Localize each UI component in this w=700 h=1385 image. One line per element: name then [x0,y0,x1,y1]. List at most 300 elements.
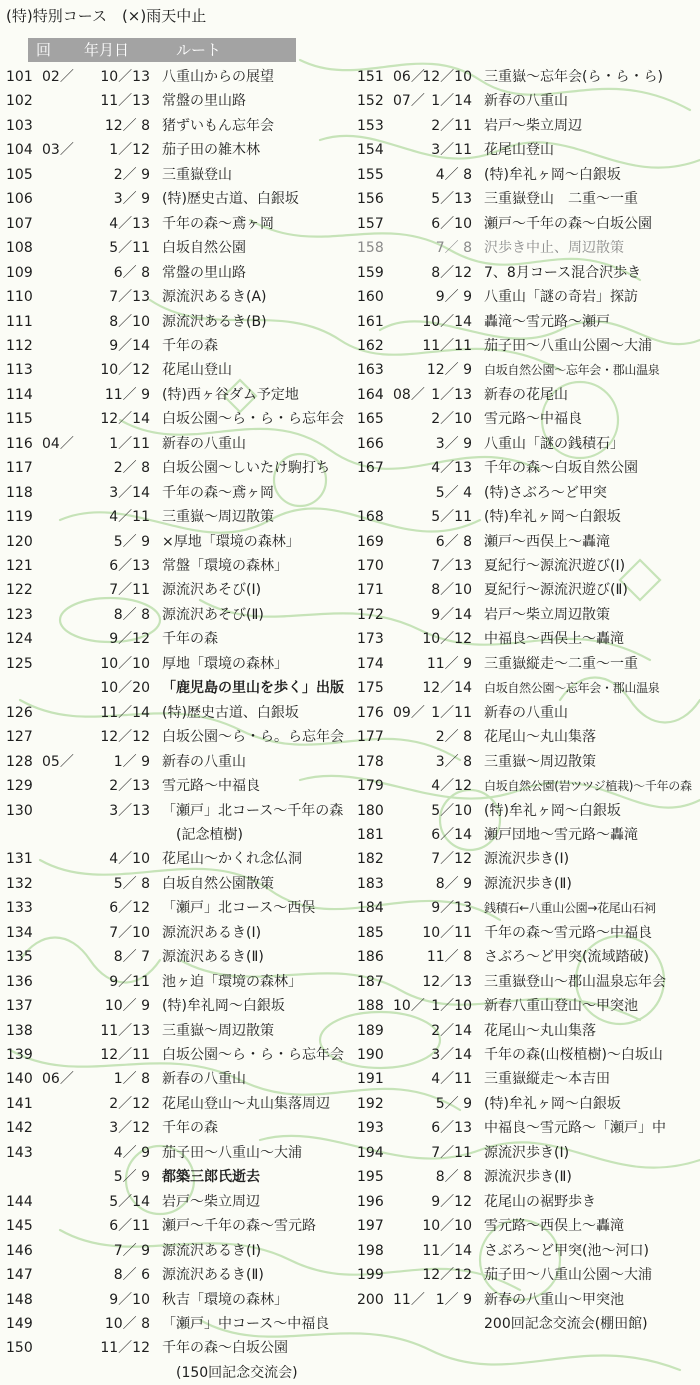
session-number: 164 [357,386,384,403]
session-number: 141 [6,1095,33,1112]
session-date: 3／14 [431,1047,472,1063]
session-date: 2／ 8 [113,460,150,477]
header-date: 年月日 [84,41,130,59]
year-prefix: 11／ [393,1291,425,1308]
route-name: 白坂自然公園(岩ツツジ植栽)～千年の森 [484,779,692,794]
session-number: 198 [357,1242,384,1259]
session-number: 132 [6,875,33,892]
route-name: 常盤の里山路 [162,93,246,110]
session-date: 3／ 9 [113,191,150,208]
session-number: 200 [357,1291,384,1308]
session-number: 120 [6,533,33,550]
route-name: 三重嶽登山～郡山温泉忘年会 [484,973,666,990]
session-number: 106 [6,191,33,208]
session-date: 1／11 [431,704,472,721]
session-number: 105 [6,166,33,183]
route-name: 花尾山登山 [484,142,554,159]
route-name: 白坂自然公園散策 [162,875,274,892]
session-number: 175 [357,680,384,697]
session-date: 10／13 [100,69,150,85]
session-number: 111 [6,313,33,330]
route-name: 花尾山登山～丸山集落周辺 [162,1095,330,1112]
route-name: (特)牟礼ヶ岡～白銀坂 [484,509,621,526]
session-number: 163 [357,362,384,379]
session-number: 101 [6,69,33,85]
route-name: さぶろ～ど甲突(流域踏破) [484,949,649,966]
route-name: 花尾山登山 [162,362,232,379]
route-name: 白坂公園～ら・ら・ら忘年会 [162,1047,344,1063]
route-name: 源流沢あるき(Ⅱ) [162,1267,264,1284]
session-date: 5／ 9 [113,533,150,550]
route-name: 三重嶽～周辺散策 [162,1022,274,1039]
year-prefix: 06／ [393,69,425,85]
route-name: 源流沢あるき(A) [162,289,267,306]
session-date: 10／11 [422,924,472,941]
session-date: 6／ 8 [113,264,150,281]
header-no: 回 [36,41,52,59]
route-name: 中福良～西俣上～轟滝 [484,631,624,648]
session-number: 128 [6,753,33,770]
session-number: 133 [6,900,33,917]
route-name: 源流沢歩き(Ⅰ) [484,1144,570,1161]
session-date: 12／14 [422,680,472,697]
session-date: 7／ 8 [435,240,472,257]
session-number: 110 [6,289,33,306]
route-name: 三重嶽登山 [162,166,232,183]
session-number: 154 [357,142,384,159]
session-number: 178 [357,753,384,770]
session-date: 3／11 [431,142,472,159]
session-number: 179 [357,778,384,795]
route-name: 厚地「環境の森林」 [162,655,288,672]
session-date: 2／13 [109,778,150,795]
session-number: 173 [357,631,384,648]
session-date: 8／ 9 [435,875,472,892]
session-date: 11／ 9 [426,655,472,672]
year-prefix: 08／ [393,386,425,403]
session-date: 11／14 [422,1242,472,1259]
route-name: 中福良～雪元路～「瀬戸」中 [484,1120,666,1137]
session-date: 12／11 [100,1047,150,1063]
session-number: 107 [6,215,33,232]
session-date: 1／ 8 [113,1071,150,1088]
session-date: 3／12 [109,1120,150,1137]
table-header [28,38,296,62]
session-date: 11／ 9 [104,386,150,403]
session-number: 188 [357,998,384,1015]
route-name: 茄子田の雑木林 [162,142,260,159]
route-name: 三重嶽縦走～本吉田 [484,1071,610,1088]
session-number: 135 [6,949,33,966]
session-number: 103 [6,117,33,134]
session-date: 5／ 9 [113,1169,150,1186]
session-number: 199 [357,1267,384,1284]
session-number: 124 [6,631,33,648]
session-number: 138 [6,1022,33,1039]
route-name: (特)さぶろ～ど甲突 [484,484,607,501]
session-date: 9／11 [109,973,150,990]
session-date: 4／ 8 [435,166,472,183]
session-date: 9／14 [431,606,472,623]
session-date: 7／10 [109,924,150,941]
route-name: 「鹿児島の里山を歩く」出版 [162,680,344,697]
session-number: 131 [6,851,33,868]
route-name: (特)牟礼ヶ岡～白銀坂 [484,802,621,819]
route-name: (特)歴史古道、白銀坂 [162,191,299,208]
session-date: 6／ 8 [435,533,472,550]
route-name: 轟滝～雪元路～瀬戸 [484,313,610,330]
route-name: 雪元路～西俣上～轟滝 [484,1218,624,1235]
route-name: 新春の八重山 [484,93,568,110]
session-date: 11／13 [100,1022,150,1039]
route-name: 千年の森(山桜植樹)～白坂山 [484,1047,663,1063]
session-number: 155 [357,166,384,183]
session-date: 2／11 [431,117,472,134]
route-name: 千年の森～鳶ヶ岡 [162,484,274,501]
session-date: 8／12 [431,264,472,281]
session-date: 11／11 [422,337,472,354]
route-name: 7、8月コース混合沢歩き [484,264,642,281]
session-date: 4／13 [109,215,150,232]
route-name: 千年の森 [162,1120,218,1137]
session-date: 7／13 [109,289,150,306]
session-date: 12／ 9 [426,362,472,379]
session-number: 148 [6,1291,33,1308]
session-number: 122 [6,582,33,599]
session-date: 4／12 [431,778,472,795]
route-name: 源流沢あるき(Ⅰ) [162,924,262,941]
session-date: 6／13 [109,558,150,574]
session-date: 4／13 [431,460,472,477]
route-name: 岩戸～柴立周辺散策 [484,606,610,623]
session-number: 172 [357,606,384,623]
session-date: 10／14 [422,313,472,330]
route-name: 白坂公園～しいたけ駒打ち [162,460,330,477]
route-name: 瀬戸団地～雪元路～轟滝 [484,826,638,843]
session-number: 109 [6,264,33,281]
session-date: 11／ 8 [426,949,472,966]
route-name: 夏紀行～源流沢遊び(Ⅱ) [484,582,628,599]
session-number: 167 [357,460,384,477]
session-date: 6／10 [431,215,472,232]
session-date: 9／12 [109,631,150,648]
route-name: 茄子田～八重山～大浦 [162,1144,302,1161]
session-number: 181 [357,826,384,843]
year-prefix: 06／ [42,1071,74,1088]
session-number: 165 [357,411,384,428]
session-date: 3／13 [109,802,150,819]
route-name: 茄子田～八重山公園～大浦 [484,337,652,354]
route-name: 新春八重山登山～甲突池 [484,998,638,1015]
session-number: 168 [357,509,384,526]
route-name: 瀬戸～千年の森～雪元路 [162,1218,316,1235]
session-date: 1／ 9 [435,1291,472,1308]
route-name: 千年の森～鳶ヶ岡 [162,215,274,232]
year-prefix: 03／ [42,142,74,159]
session-number: 150 [6,1340,33,1357]
session-date: 5／13 [431,191,472,208]
session-number: 191 [357,1071,384,1088]
route-name: 新春の花尾山 [484,386,568,403]
session-date: 4／10 [109,851,150,868]
route-name: 銭積石←八重山公園→花尾山石祠 [484,901,656,916]
session-number: 184 [357,900,384,917]
session-number: 115 [6,411,33,428]
session-date: 7／ 9 [113,1242,150,1259]
session-number: 112 [6,337,33,354]
session-number: 174 [357,655,384,672]
route-name: 八重山からの展望 [162,69,274,85]
session-date: 10／10 [422,1218,472,1235]
session-date: 9／13 [431,900,472,917]
route-name: 源流沢歩き(Ⅱ) [484,875,572,892]
session-number: 102 [6,93,33,110]
session-number: 189 [357,1022,384,1039]
session-number: 144 [6,1193,33,1210]
route-name: 茄子田～八重山公園～大浦 [484,1267,652,1284]
session-number: 177 [357,729,384,746]
session-date: 7／11 [431,1144,472,1161]
route-name: 千年の森～雪元路～中福良 [484,924,652,941]
session-number: 114 [6,386,33,403]
session-date: 5／11 [431,509,472,526]
session-number: 104 [6,142,33,159]
route-name: 池ヶ迫「環境の森林」 [162,973,302,990]
session-date: 11／14 [100,704,150,721]
year-prefix: 10／ [393,998,425,1015]
year-prefix: 05／ [42,753,74,770]
route-name: 新春の八重山 [162,1071,246,1088]
session-date: 5／ 4 [435,484,472,501]
session-date: 7／13 [431,558,472,574]
route-name: (記念植樹) [176,826,243,843]
session-date: 11／12 [100,1340,150,1357]
route-name: 源流沢あるき(B) [162,313,267,330]
route-name: 花尾山の裾野歩き [484,1193,596,1210]
session-number: 134 [6,924,33,941]
session-date: 2／10 [431,411,472,428]
session-date: 4／ 9 [113,1144,150,1161]
session-number: 171 [357,582,384,599]
session-number: 129 [6,778,33,795]
session-number: 113 [6,362,33,379]
route-name: さぶろ～ど甲突(池～河口) [484,1242,649,1259]
session-number: 170 [357,558,384,574]
route-name: 千年の森～白坂自然公園 [484,460,638,477]
session-number: 151 [357,69,384,85]
route-name: 白坂公園～ら・ら。ら忘年会 [162,729,344,746]
session-number: 190 [357,1047,384,1063]
session-number: 156 [357,191,384,208]
header-route: ルート [176,41,222,59]
session-number: 147 [6,1267,33,1284]
session-number: 160 [357,289,384,306]
year-prefix: 07／ [393,93,425,110]
route-name: (150回記念交流会) [176,1364,298,1381]
session-number: 119 [6,509,33,526]
session-number: 143 [6,1144,33,1161]
session-number: 197 [357,1218,384,1235]
route-name: 瀬戸～西俣上～轟滝 [484,533,610,550]
route-name: ×厚地「環境の森林」 [162,533,300,550]
route-name: 常盤の里山路 [162,264,246,281]
session-number: 130 [6,802,33,819]
year-prefix: 04／ [42,435,74,452]
session-date: 12／10 [422,69,472,85]
route-name: 八重山「謎の奇岩」探訪 [484,289,638,306]
session-date: 1／13 [431,386,472,403]
year-prefix: 09／ [393,704,425,721]
session-number: 192 [357,1095,384,1112]
route-name: (特)牟礼岡～白銀坂 [162,998,285,1015]
session-number: 176 [357,704,384,721]
session-number: 117 [6,460,33,477]
route-name: 三重嶽～周辺散策 [484,753,596,770]
route-name: 瀬戸～千年の森～白坂公園 [484,215,652,232]
session-date: 12／14 [100,411,150,428]
session-number: 127 [6,729,33,746]
session-date: 2／14 [431,1022,472,1039]
session-number: 146 [6,1242,33,1259]
session-date: 5／14 [109,1193,150,1210]
session-number: 118 [6,484,33,501]
session-date: 6／14 [431,826,472,843]
session-number: 159 [357,264,384,281]
session-number: 125 [6,655,33,672]
session-date: 9／10 [109,1291,150,1308]
session-number: 183 [357,875,384,892]
session-date: 5／ 8 [113,875,150,892]
session-date: 5／11 [109,240,150,257]
route-name: 源流沢あそび(Ⅰ) [162,582,262,599]
session-number: 193 [357,1120,384,1137]
route-name: 花尾山～丸山集落 [484,1022,596,1039]
session-number: 187 [357,973,384,990]
session-date: 3／ 9 [435,435,472,452]
route-name: 白坂自然公園 [162,240,246,257]
session-date: 3／ 8 [435,753,472,770]
session-date: 10／ 8 [104,1315,150,1332]
session-number: 185 [357,924,384,941]
route-name: 「瀬戸」中コース～中福良 [162,1315,330,1332]
route-name: 沢歩き中止、周辺散策 [484,240,624,257]
route-name: 三重嶽縦走～二重～一重 [484,655,638,672]
session-date: 2／ 8 [435,729,472,746]
route-name: (特)牟礼ヶ岡～白銀坂 [484,1095,621,1112]
route-name: 八重山「謎の銭積石」 [484,435,624,452]
session-number: 169 [357,533,384,550]
session-date: 8／ 8 [435,1169,472,1186]
route-name: 新春の八重山 [162,435,246,452]
route-name: (特)歴史古道、白銀坂 [162,704,299,721]
route-name: 三重嶽登山 二重～一重 [484,191,638,208]
session-date: 8／10 [431,582,472,599]
session-date: 1／ 9 [113,753,150,770]
session-date: 10／10 [100,655,150,672]
session-number: 180 [357,802,384,819]
session-date: 6／13 [431,1120,472,1137]
session-number: 162 [357,337,384,354]
route-name: 新春の八重山 [484,704,568,721]
route-name: 雪元路～中福良 [162,778,260,795]
session-date: 1／14 [431,93,472,110]
session-number: 139 [6,1047,33,1063]
session-date: 1／11 [109,435,150,452]
route-name: 夏紀行～源流沢遊び(Ⅰ) [484,558,626,574]
route-name: 花尾山～丸山集落 [484,729,596,746]
route-name: 白坂自然公園～忘年会・郡山温泉 [484,681,660,696]
session-date: 8／ 7 [113,949,150,966]
session-date: 4／11 [109,509,150,526]
session-number: 149 [6,1315,33,1332]
route-name: 源流沢歩き(Ⅰ) [484,851,570,868]
session-date: 7／12 [431,851,472,868]
session-date: 7／11 [109,582,150,599]
route-name: 猪ずいもん忘年会 [162,117,274,134]
route-name: 花尾山～かくれ念仏洞 [162,851,302,868]
session-date: 11／13 [100,93,150,110]
route-name: 都築三郎氏逝去 [162,1169,260,1186]
session-date: 6／11 [109,1218,150,1235]
session-date: 10／12 [422,631,472,648]
route-name: (特)牟礼ヶ岡～白銀坂 [484,166,621,183]
session-date: 8／10 [109,313,150,330]
session-number: 137 [6,998,33,1015]
session-date: 9／12 [431,1193,472,1210]
session-date: 10／12 [100,362,150,379]
session-date: 1／12 [109,142,150,159]
session-date: 3／14 [109,484,150,501]
session-date: 5／ 9 [435,1095,472,1112]
route-name: 千年の森 [162,337,218,354]
route-name: 常盤「環境の森林」 [162,558,288,574]
session-date: 9／ 9 [435,289,472,306]
session-date: 10／20 [100,680,150,697]
session-number: 195 [357,1169,384,1186]
route-name: 白坂公園～ら・ら・ら忘年会 [162,411,344,428]
session-number: 166 [357,435,384,452]
session-number: 182 [357,851,384,868]
session-number: 194 [357,1144,384,1161]
year-prefix: 02／ [42,69,74,85]
session-date: 9／14 [109,337,150,354]
session-number: 126 [6,704,33,721]
session-number: 123 [6,606,33,623]
route-name: 「瀬戸」北コース～千年の森 [162,802,344,819]
route-name: 200回記念交流会(棚田館) [484,1315,648,1332]
session-date: 8／ 8 [113,606,150,623]
session-date: 12／12 [422,1267,472,1284]
route-name: 新春の八重山～甲突池 [484,1291,624,1308]
route-name: 源流沢歩き(Ⅱ) [484,1169,572,1186]
session-number: 108 [6,240,33,257]
session-number: 157 [357,215,384,232]
session-number: 140 [6,1071,33,1088]
session-number: 158 [357,240,384,257]
route-name: 三重嶽～周辺散策 [162,509,274,526]
route-name: 秋吉「環境の森林」 [162,1291,288,1308]
route-name: 白坂自然公園～忘年会・郡山温泉 [484,363,660,378]
route-name: 雪元路～中福良 [484,411,582,428]
session-date: 12／12 [100,729,150,746]
session-number: 142 [6,1120,33,1137]
session-date: 8／ 6 [113,1267,150,1284]
session-number: 116 [6,435,33,452]
route-name: 源流沢あるき(Ⅰ) [162,1242,262,1259]
session-number: 196 [357,1193,384,1210]
route-name: 三重嶽～忘年会(ら・ら・ら) [484,69,663,85]
route-name: (特)西ヶ谷ダム予定地 [162,386,299,403]
